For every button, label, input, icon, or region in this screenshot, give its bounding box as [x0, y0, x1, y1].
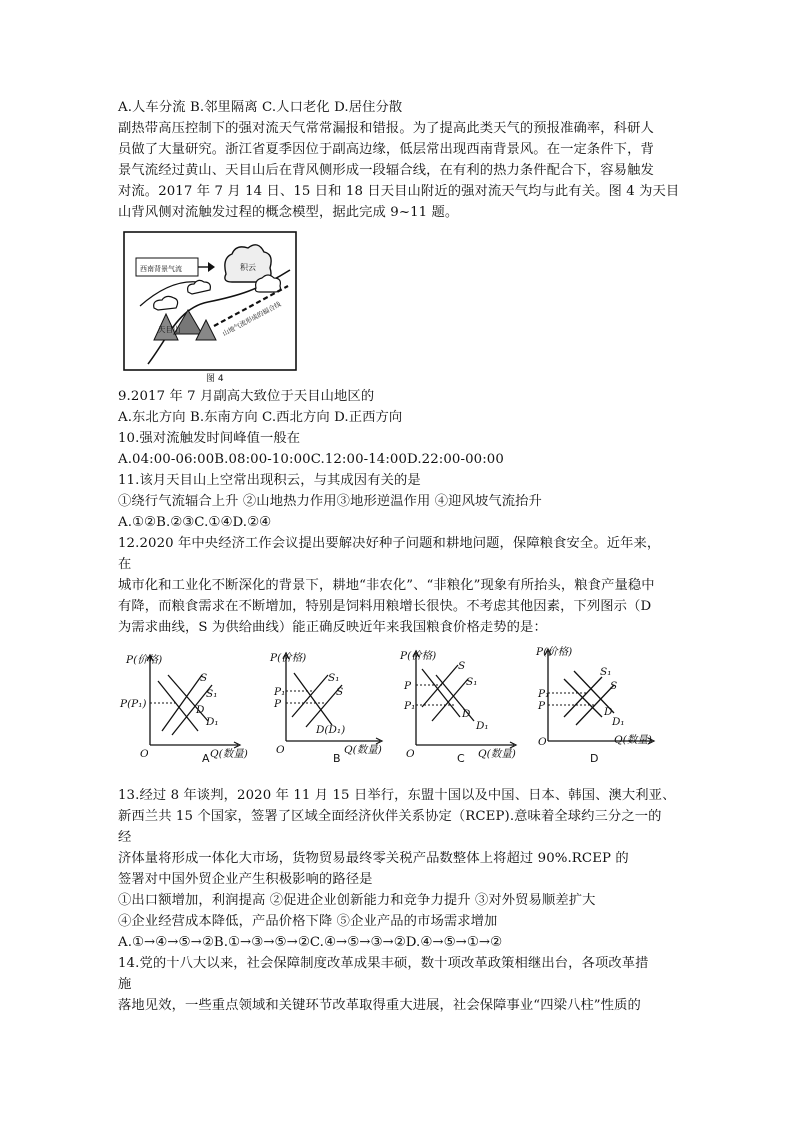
question-line: 施: [118, 977, 132, 992]
graph-b: [262, 645, 402, 770]
text-line: 对流。2017 年 7 月 14 日、15 日和 18 日天目山附近的强对流天气均与此有关。图 4 为天目: [118, 184, 680, 199]
graph-a: [120, 645, 260, 770]
question-line: 为需求曲线，S 为供给曲线）能正确反映近年来我国粮食价格走势的是：: [118, 620, 547, 635]
q-axis-label: Q(数量): [478, 748, 516, 760]
question-line: 落地见效，一些重点领域和关键环节改革取得重大进展，社会保障事业“四梁八柱”性质的: [118, 998, 641, 1013]
price-tick: P: [538, 700, 546, 712]
question-line: 13.经过 8 年谈判，2020 年 11 月 15 日举行，东盟十国以及中国、日本、韩国、澳大利亚、: [118, 788, 676, 803]
text-line: 景气流经过黄山、天目山后在背风侧形成一段辐合线，在有利的热力条件配合下，容易触发: [118, 163, 654, 178]
question-line: 10.强对流触发时间峰值一般在: [118, 431, 301, 446]
curve-label: D₁: [612, 716, 625, 728]
price-tick: P₁: [404, 700, 416, 712]
curve-label: S₁: [600, 666, 612, 678]
curve-label: S: [458, 660, 466, 672]
curve-label: S₁: [328, 672, 340, 684]
price-tick: P: [404, 680, 412, 692]
cloud-label: 积云: [240, 263, 256, 272]
mountain-label: 天目山: [158, 325, 181, 334]
question-line: 有降，而粮食需求在不断增加，特别是饲料用粮增长很快。不考虑其他因素，下列图示（D: [118, 599, 652, 614]
origin-label: O: [140, 748, 149, 760]
text-line: 员做了大量研究。浙江省夏季因位于副高边缘，低层常出现西南背景风。在一定条件下，背: [118, 142, 654, 157]
price-tick: P: [274, 698, 282, 710]
graph-d-caption: D: [590, 752, 599, 765]
question-line: 11.该月天目山上空常出现积云，与其成因有关的是: [118, 473, 421, 488]
convergence-label: 山地气流形成的辐合线: [221, 300, 283, 338]
question-line: A.东北方向 B.东南方向 C.西北方向 D.正西方向: [118, 410, 403, 425]
question-line: 12.2020 年中央经济工作会议提出要解决好种子问题和耕地问题，保障粮食安全。近年来，: [118, 536, 661, 551]
question-line: 签署对中国外贸企业产生积极影响的路径是: [118, 872, 373, 887]
p-axis-label: P(价格): [400, 650, 437, 662]
question-line: 城市化和工业化不断深化的背景下，耕地“非农化”、“非粮化”现象有所抬头，粮食产量稳中: [118, 578, 655, 593]
price-tick: P₁: [274, 686, 286, 698]
p-axis-label: P(价格): [536, 646, 573, 658]
curve-label: S₁: [206, 688, 218, 700]
figure-4: [118, 228, 300, 386]
question-line: ①绕行气流辐合上升 ②山地热力作用③地形逆温作用 ④迎风坡气流抬升: [118, 494, 542, 509]
question-line: ④企业经营成本降低，产品价格下降 ⑤企业产品的市场需求增加: [118, 914, 498, 929]
price-tick: P₁: [538, 688, 550, 700]
question-line: A.①→④→⑤→②B.①→③→⑤→②C.④→⑤→③→②D.④→⑤→①→②: [118, 935, 503, 950]
question-line: 9.2017 年 7 月副高大致位于天目山地区的: [118, 389, 375, 404]
curve-label: D₁: [206, 716, 219, 728]
question-line: 济体量将形成一体化大市场，货物贸易最终零关税产品数整体上将超过 90%.RCEP 的: [118, 851, 629, 866]
p-axis-label: P(价格): [126, 654, 163, 666]
curve-label: D: [604, 706, 613, 718]
price-tick: P(P₁): [120, 698, 147, 710]
q-axis-label: Q(数量): [344, 744, 382, 756]
curve-label: S: [336, 686, 344, 698]
graph-a-caption: A: [202, 752, 210, 765]
wind-label: 西南背景气流: [140, 265, 182, 273]
figure-4-caption: 图 4: [206, 374, 224, 384]
origin-label: O: [538, 736, 547, 748]
curve-label: D₁: [476, 720, 489, 732]
question-line: 14.党的十八大以来，社会保障制度改革成果丰硕，数十项改革政策相继出台，各项改革措: [118, 956, 649, 971]
graph-c-caption: C: [457, 752, 465, 765]
question-line: 在: [118, 557, 132, 572]
p-axis-label: P(价格): [270, 652, 307, 664]
question-line: A.04:00-06:00B.08:00-10:00C.12:00-14:00D.22:00-00:00: [118, 452, 504, 467]
text-line: A.人车分流 B.邻里隔离 C.人口老化 D.居住分散: [118, 100, 403, 115]
text-line: 山背风侧对流触发过程的概念模型，据此完成 9~11 题。: [118, 205, 459, 220]
curve-label: D(D₁): [316, 724, 346, 736]
text-line: 副热带高压控制下的强对流天气常常漏报和错报。为了提高此类天气的预报准确率，科研人: [118, 121, 654, 136]
q-axis-label: Q(数量): [614, 734, 652, 746]
question-line: 新西兰共 15 个国家，签署了区域全面经济伙伴关系协定（RCEP).意味着全球约三分之一的: [118, 809, 662, 824]
curve-label: S: [610, 680, 618, 692]
origin-label: O: [276, 744, 285, 756]
q-axis-label: Q(数量): [210, 748, 248, 760]
question-line: 经: [118, 830, 132, 845]
question-line: ①出口额增加，利润提高 ②促进企业创新能力和竞争力提升 ③对外贸易顺差扩大: [118, 893, 596, 908]
curve-label: D: [196, 704, 205, 716]
graph-b-caption: B: [333, 752, 341, 765]
curve-label: D: [462, 708, 471, 720]
curve-label: S₁: [466, 676, 478, 688]
question-line: A.①②B.②③C.①④D.②④: [118, 515, 272, 530]
origin-label: O: [406, 748, 415, 760]
curve-label: S: [200, 672, 208, 684]
graph-c: [396, 645, 536, 770]
